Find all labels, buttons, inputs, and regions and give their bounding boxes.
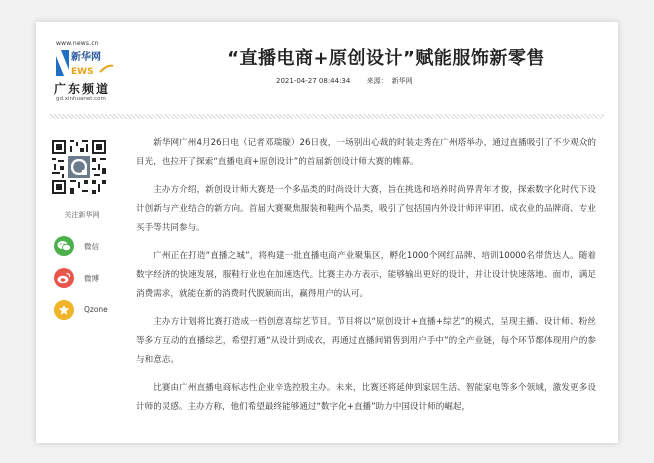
source-label: 来源：: [366, 77, 388, 85]
qzone-icon: [54, 300, 74, 320]
qr-caption: 关注新华网: [64, 211, 100, 219]
weibo-icon: [54, 268, 74, 288]
share-weibo[interactable]: [54, 268, 134, 288]
qr-code: [50, 138, 108, 196]
share-wechat[interactable]: [54, 236, 134, 256]
header-divider: [50, 114, 604, 119]
share-qzone[interactable]: [54, 300, 134, 320]
article-paragraph: 广州正在打造“直播之城”，将构建一批直播电商产业聚集区，孵化1000个网红品牌、培训10000名带货达人。随着数字经济的快速发展，服鞋行业也在加速迭代。比赛主办方表示，能够输出更好的设计，并让设计快速落地、面市，满足消费需求，就能在新的消费时代脱颖而出，赢得用户的认可。: [136, 251, 596, 299]
article-paragraph: 新华网广州4月26日电（记者邓瑞璇）26日夜，一场别出心裁的时装走秀在广州塔举办，通过直播吸引了不少观众的目光，也拉开了探索“直播电商+原创设计”的首届新创设计师大赛的帷幕。: [136, 138, 596, 167]
article-paragraph: 主办方计划将比赛打造成一档创意喜综艺节目。节目将以“原创设计+直播+综艺”的模式，呈现主播、设计师、粉丝等多方互动的直播综艺，希望打通“从设计到成衣，再通过直播间销售到用户手中”的全产业链，每个环节都体现用户的参与和意志。: [136, 317, 596, 365]
article-body: [136, 134, 596, 426]
wechat-icon: [54, 236, 74, 256]
article-paragraph: 比赛由广州直播电商标志性企业辛选控股主办。未来，比赛还将延伸到家居生活、智能家电等多个领域，激发更多设计师的灵感。主办方称，他们希望最终能够通过“数字化+直播”助力中国设计师的崛起，: [136, 383, 596, 412]
article-paragraph: 主办方介绍，新创设计师大赛是一个多品类的时尚设计大赛，旨在挑选和培养时尚界青年才俊，探索数字化时代下设计创新与产业结合的新方向。首届大赛聚焦服装和鞋两个品类，吸引了包括国内外设计师评审团、成衣业的品牌商、专业买手等共同参与。: [136, 185, 596, 233]
logo-mark-text: 新华网: [71, 52, 101, 63]
xinhua-logo-mark: [56, 48, 114, 78]
logo-url: www.news.cn: [56, 40, 99, 47]
channel-url: gd.xinhuanet.com: [56, 96, 106, 102]
site-logo[interactable]: [54, 40, 144, 110]
share-weibo-label: 微博: [84, 274, 99, 283]
publish-date: 2021-04-27 08:44:34: [276, 77, 351, 85]
article-meta: [276, 76, 506, 86]
share-wechat-label: 微信: [84, 242, 99, 251]
channel-name: 广东频道: [54, 82, 111, 96]
source-name: 新华网: [391, 77, 413, 85]
svg-text:EWS: EWS: [71, 67, 94, 77]
share-qzone-label: Qzone: [84, 305, 108, 314]
article-card: [36, 22, 618, 443]
article-title: “直播电商+原创设计”赋能服饰新零售: [227, 48, 545, 69]
